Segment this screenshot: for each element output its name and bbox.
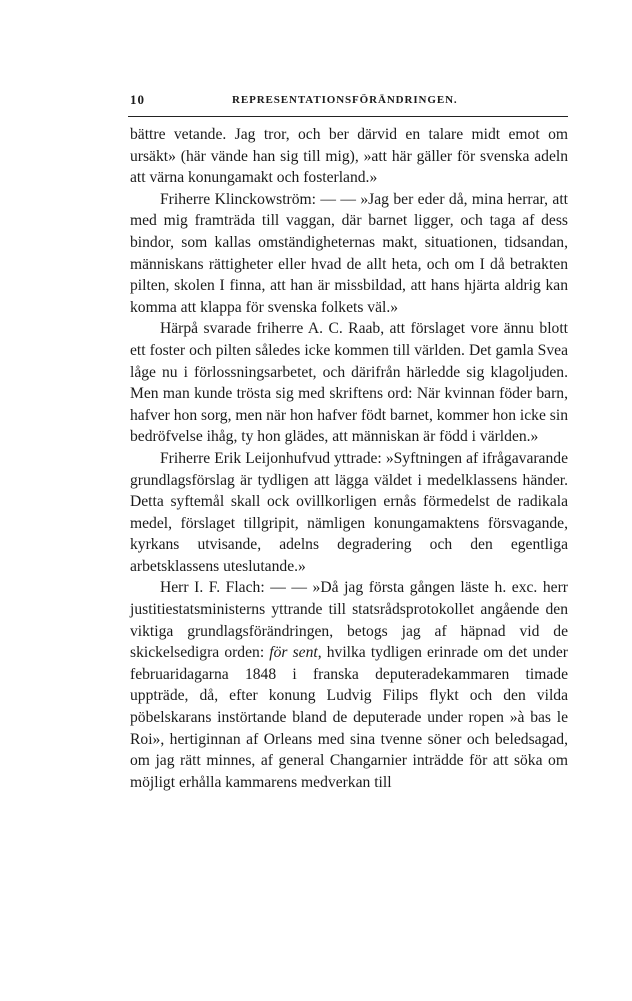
header-rule [128,116,568,117]
page-number: 10 [130,92,145,107]
paragraph-text: , hvilka tydligen erinrade om det under februaridagarna 1848 i franska deputeradekammaren timade uppträde, då, efter konung Ludvig Filips flykt och den vilda pöbelskarans instörtande bland de deputerade under ropen »à bas le Roi», hertiginnan af Orleans med sina tvenne söner och beledsagad, om jag rätt minnes, af general Changarnier inträdde för att söka om möjligt erhålla kammarens medverkan till [130,644,568,791]
paragraph [130,577,568,793]
running-title: REPRESENTATIONSFÖRÄNDRINGEN. [232,94,458,106]
paragraph: Friherre Erik Leijonhufvud yttrade: »Syftningen af ifrågavarande grundlagsförslag är tydligen att lägga väldet i medelklassens händer. Detta syftemål skall ock ovillkorligen ernås förmedelst de radikala medel, förslaget tillgripit, nämligen konungamaktens försvagande, kyrkans utvisande, adelns degradering och den egentliga arbetsklassens uteslutande.» [130,449,568,575]
paragraph: Friherre Klinckowström: — — »Jag ber eder då, mina herrar, att med mig framträda till vaggan, där barnet ligger, och taga af dess bindor, som kallas omständigheternas makt, situationen, tidsandan, människans rättigheter eller hvad de allt heta, och om I då betrakten pilten, skolen I finna, att han är missbildad, att hans hjärta aldrig kan komma att klappa för svenska folkets väl.» [130,190,568,316]
paragraph: bättre vetande. Jag tror, och ber därvid en talare midt emot om ursäkt» (här vände han sig till mig), »att här gäller för svenska adeln att värna konungamakt och fosterland.» [130,126,568,187]
paragraph: Härpå svarade friherre A. C. Raab, att förslaget vore ännu blott ett foster och pilten således icke kommen till världen. Det gamla Svea låge nu i förlossningsarbetet, och därifrån härledde sig klagoljuden. Men man kunde trösta sig med skriftens ord: När kvinnan föder barn, hafver hon sorg, men när hon hafver födt barnet, kommer hon icke sin bedröfvelse ihåg, ty hon glädes, att människan är född i världen.» [130,320,568,446]
emphasis-text: för sent [269,644,318,662]
paragraph-text: Herr I. F. Flach: — — »Då jag första gången läste h. exc. herr justitiestatsministerns yttrande till statsrådsprotokollet angående den viktiga grundlagsförändringen, betogs jag af häpnad vid de skickelsedigra orden: [130,579,568,662]
page-header [128,90,568,110]
page-body [130,124,568,793]
